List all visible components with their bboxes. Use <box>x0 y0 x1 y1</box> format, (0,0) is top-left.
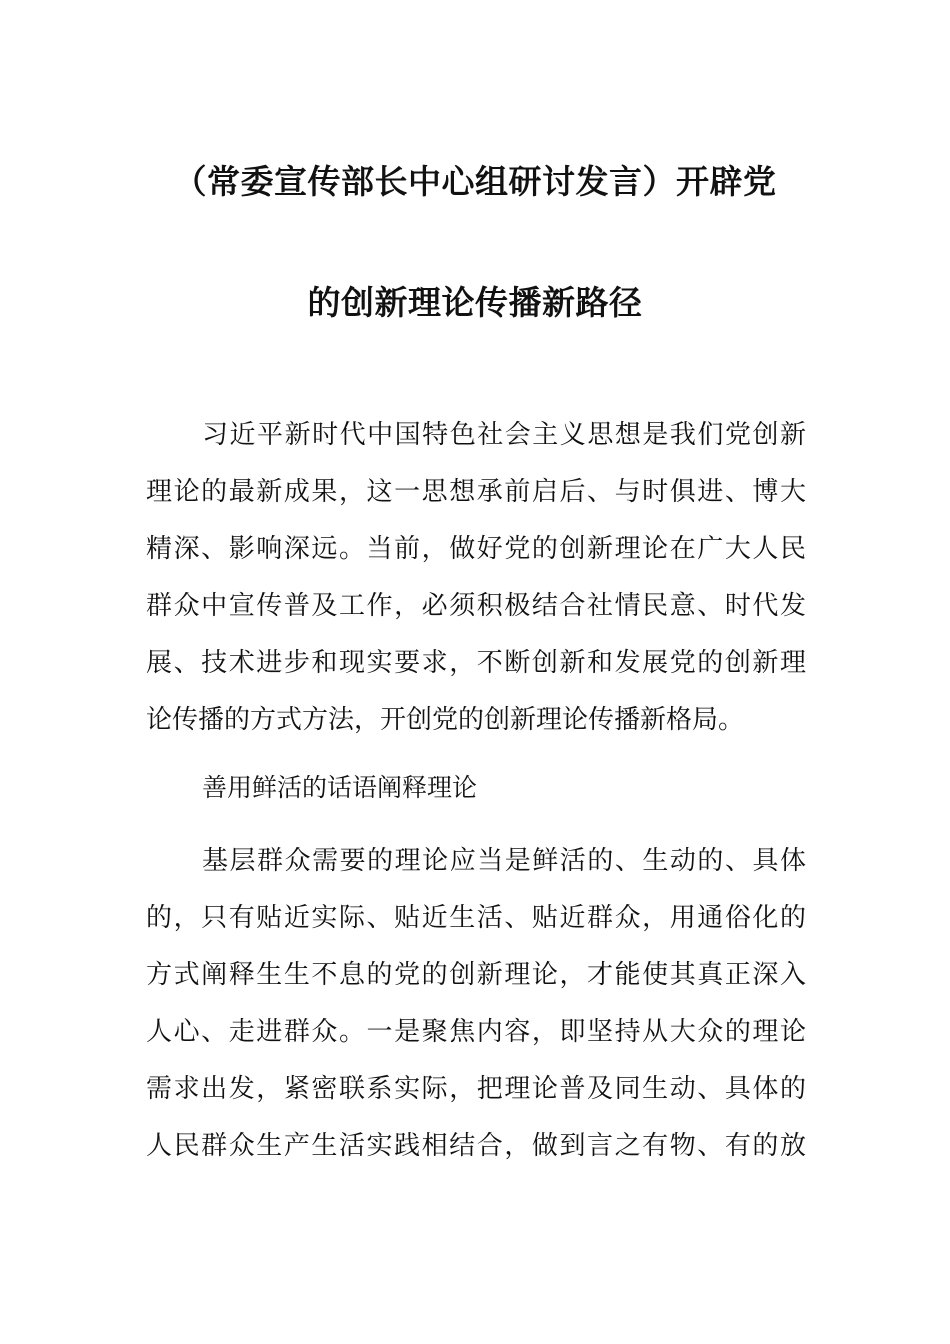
paragraph-2-line-6: 人民群众生产生活实践相结合，做到言之有物、有的放 <box>146 1131 806 1161</box>
document-title-line-2: 的创新理论传播新路径 <box>307 283 643 322</box>
paragraph-1-line-4: 群众中宣传普及工作，必须积极结合社情民意、时代发 <box>146 591 806 621</box>
paragraph-1-line-1: 习近平新时代中国特色社会主义思想是我们党创新 <box>202 420 806 450</box>
paragraph-1-line-2: 理论的最新成果，这一思想承前启后、与时俱进、博大 <box>146 477 806 507</box>
paragraph-2-line-4: 人心、走进群众。一是聚焦内容，即坚持从大众的理论 <box>146 1017 806 1047</box>
paragraph-2-line-1: 基层群众需要的理论应当是鲜活的、生动的、具体 <box>202 846 806 876</box>
document-title-line-1: （常委宣传部长中心组研讨发言）开辟党 <box>173 162 777 201</box>
paragraph-1-line-6: 论传播的方式方法，开创党的创新理论传播新格局。 <box>146 705 745 735</box>
section-heading: 善用鲜活的话语阐释理论 <box>202 773 478 802</box>
paragraph-1-line-5: 展、技术进步和现实要求，不断创新和发展党的创新理 <box>146 648 806 678</box>
paragraph-2-line-3: 方式阐释生生不息的党的创新理论，才能使其真正深入 <box>146 960 806 990</box>
paragraph-2-line-5: 需求出发，紧密联系实际，把理论普及同生动、具体的 <box>146 1074 806 1104</box>
paragraph-1-line-3: 精深、影响深远。当前，做好党的创新理论在广大人民 <box>146 534 806 564</box>
paragraph-2-line-2: 的，只有贴近实际、贴近生活、贴近群众，用通俗化的 <box>146 903 806 933</box>
